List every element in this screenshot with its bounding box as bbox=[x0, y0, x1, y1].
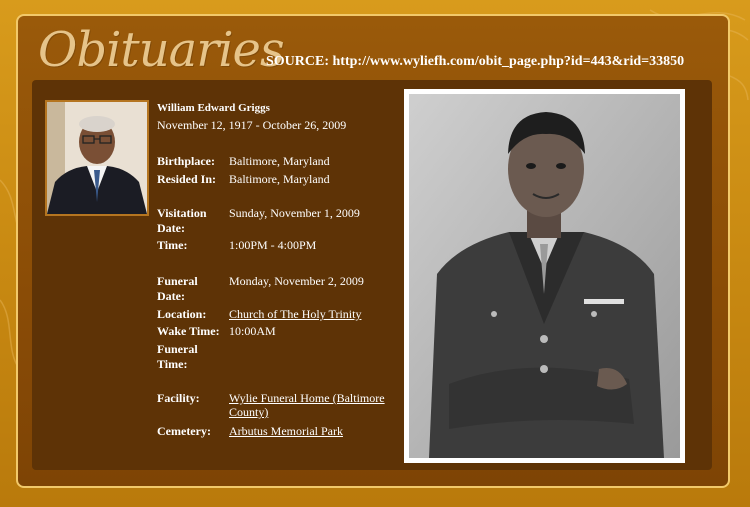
detail-value: Monday, November 2, 2009 bbox=[229, 274, 364, 288]
detail-label: Cemetery: bbox=[157, 424, 211, 438]
detail-value: Baltimore, Maryland bbox=[229, 172, 330, 186]
portrait-photo bbox=[45, 100, 149, 216]
detail-label: Resided In: bbox=[157, 172, 217, 186]
detail-label: Visitation Date: bbox=[157, 206, 207, 235]
deceased-name: William Edward Griggs bbox=[157, 102, 270, 114]
detail-label: Location: bbox=[157, 307, 207, 321]
military-portrait-photo bbox=[404, 89, 685, 463]
detail-label: Wake Time: bbox=[157, 324, 220, 338]
detail-label: Funeral Time: bbox=[157, 342, 198, 371]
detail-value: Sunday, November 1, 2009 bbox=[229, 206, 360, 220]
detail-value: Baltimore, Maryland bbox=[229, 154, 330, 168]
life-dates: November 12, 1917 - October 26, 2009 bbox=[157, 118, 347, 132]
location-link[interactable]: Church of The Holy Trinity bbox=[229, 307, 362, 321]
detail-label: Facility: bbox=[157, 391, 200, 405]
source-text: SOURCE: http://www.wyliefh.com/obit_page.php?id=443&rid=33850 bbox=[266, 54, 685, 69]
detail-label: Funeral Date: bbox=[157, 274, 198, 303]
site-brand: Obituaries bbox=[38, 22, 284, 78]
detail-value: 1:00PM - 4:00PM bbox=[229, 238, 317, 252]
cemetery-link[interactable]: Arbutus Memorial Park bbox=[229, 424, 343, 438]
detail-label: Birthplace: bbox=[157, 154, 215, 168]
facility-link[interactable]: Wylie Funeral Home (Baltimore County) bbox=[229, 391, 385, 419]
detail-label: Time: bbox=[157, 238, 188, 252]
detail-value: 10:00AM bbox=[229, 324, 276, 338]
obituary-info bbox=[157, 102, 385, 438]
